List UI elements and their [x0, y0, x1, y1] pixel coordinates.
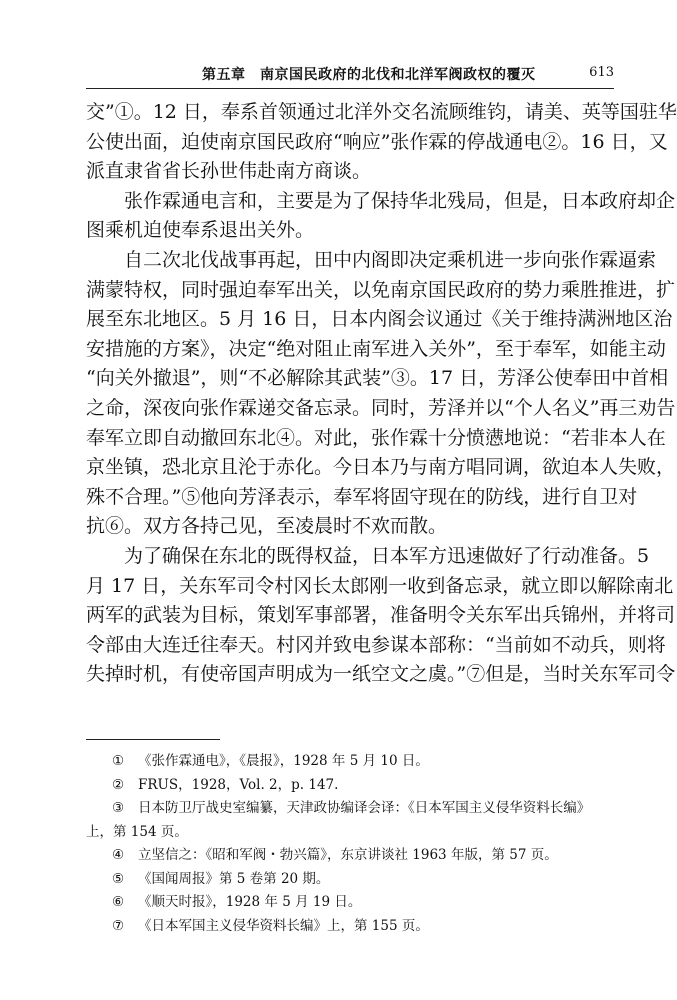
footnote — [86, 750, 616, 774]
footnote-rule — [86, 739, 220, 740]
page-number: 613 — [589, 65, 614, 80]
footnote — [86, 774, 616, 798]
footnote-marker: ⑦ — [112, 917, 125, 934]
footnote-text: 《张作霖通电》，《晨报》，1928 年 5 月 10 日。 — [138, 753, 429, 769]
footnote-marker: ⑥ — [112, 894, 125, 910]
footnote — [86, 915, 616, 939]
footnote-marker: ① — [112, 753, 125, 769]
body-line: 安措施的方案》，决定“绝对阻止南军进入关外”，至于奉军，如能主动 — [86, 337, 666, 360]
footnote — [86, 797, 616, 821]
body-line: 抗⑥。双方各持己见，至凌晨时不欢而散。 — [86, 515, 448, 538]
footnotes — [86, 750, 616, 938]
footnote-marker: ③ — [112, 800, 125, 816]
body-line: 图乘机迫使奉系退出关外。 — [86, 219, 315, 242]
body-text — [86, 98, 677, 690]
footnote-text: 《日本军国主义侵华资料长编》上，第 155 页。 — [138, 917, 429, 934]
footnote-marker: ② — [112, 776, 125, 793]
body-line: 两军的武装为目标，策划军事部署，准备明令关东军出兵锦州，并将司 — [86, 604, 676, 627]
footnote-continuation: 上，第 154 页。 — [86, 823, 188, 840]
footnote — [86, 891, 616, 915]
body-line: 自二次北伐战事再起，田中内阁即决定乘机进一步向张作霖逼索 — [124, 248, 657, 271]
body-line: 展至东北地区。5 月 16 日，日本内阁会议通过《关于维持满洲地区治 — [86, 308, 673, 331]
chapter-title: 第五章 南京国民政府的北伐和北洋军阀政权的覆灭 — [202, 67, 536, 83]
body-line: 京坐镇，恐北京且沦于赤化。今日本乃与南方唱同调，欲迫本人失败， — [86, 456, 676, 479]
footnote — [86, 868, 616, 892]
body-line: 之命，深夜向张作霖递交备忘录。同时，芳泽并以“个人名义”再三劝告 — [86, 396, 676, 419]
footnote-text: 立坚信之：《昭和军阀・勃兴篇》，东京讲谈社 1963 年版，第 57 页。 — [138, 847, 558, 863]
body-line: 殊不合理。”⑤他向芳泽表示，奉军将固守现在的防线，进行自卫对 — [86, 485, 638, 508]
body-line: 为了确保在东北的既得权益，日本军方迅速做好了行动准备。5 — [124, 544, 650, 567]
body-line: 公使出面，迫使南京国民政府“响应”张作霖的停战通电②。16 日，又 — [86, 130, 668, 153]
footnote-marker: ④ — [112, 847, 125, 863]
footnote-marker: ⑤ — [112, 870, 125, 887]
body-line: 派直隶省省长孙世伟赴南方商谈。 — [86, 160, 372, 183]
body-line: 令部由大连迁往奉天。村冈并致电参谋本部称：“当前如不动兵，则将 — [86, 633, 666, 656]
running-header — [86, 60, 614, 88]
footnote-text: 日本防卫厅战史室编纂，天津政协编译会译：《日本军国主义侵华资料长编》 — [138, 800, 591, 816]
header-rule — [86, 88, 614, 89]
body-line: 奉军立即自动撤回东北④。对此，张作霖十分愤懑地说：“若非本人在 — [86, 426, 666, 449]
footnote-text: FRUS，1928，Vol. 2，p. 147. — [138, 776, 339, 793]
footnote-text: 《国闻周报》第 5 卷第 20 期。 — [138, 870, 330, 887]
body-line: “向关外撤退”，则“不必解除其武装”③。17 日，芳泽公使奉田中首相 — [86, 367, 669, 390]
body-line: 失掉时机，有使帝国声明成为一纸空文之虞。”⑦但是，当时关东军司令 — [86, 663, 676, 686]
body-line: 满蒙特权，同时强迫奉军出关，以免南京国民政府的势力乘胜推进，扩 — [86, 278, 676, 301]
footnote — [86, 844, 616, 868]
body-line: 月 17 日，关东军司令村冈长太郎刚一收到备忘录，就立即以解除南北 — [86, 574, 674, 597]
body-line: 交”①。12 日，奉系首领通过北洋外交名流顾维钧，请美、英等国驻华 — [86, 101, 677, 123]
body-line: 张作霖通电言和，主要是为了保持华北残局，但是，日本政府却企 — [124, 189, 676, 212]
footnote-text: 《顺天时报》，1928 年 5 月 19 日。 — [138, 894, 362, 910]
